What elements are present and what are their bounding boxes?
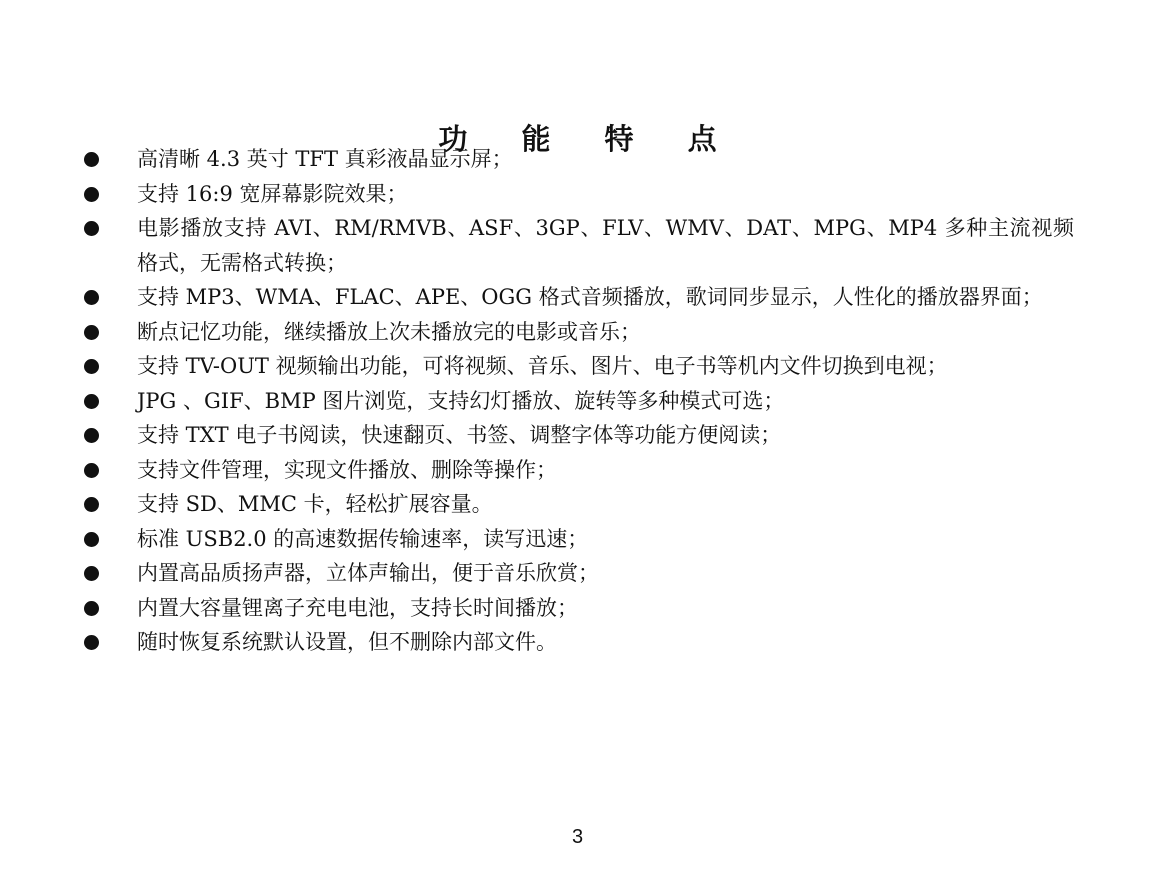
bullet-icon: [84, 428, 99, 443]
list-item: [84, 453, 1074, 488]
feature-text: 支持 MP3、WMA、FLAC、APE、OGG 格式音频播放，歌词同步显示，人性化的播放器界面；: [137, 285, 1043, 309]
bullet-icon: [84, 187, 99, 202]
feature-text: JPG 、GIF、BMP 图片浏览，支持幻灯播放、旋转等多种模式可选；: [137, 388, 785, 413]
feature-text: 支持 16:9 宽屏幕影院效果；: [137, 181, 408, 206]
feature-text: 电影播放支持 AVI、RM/RMVB、ASF、3GP、FLV、WMV、DAT、MPG、MP4 多种主流视频格式，无需格式转换；: [137, 216, 1074, 275]
feature-text: 断点记忆功能，继续播放上次未播放完的电影或音乐；: [137, 319, 641, 344]
bullet-icon: [84, 566, 99, 581]
bullet-icon: [84, 221, 99, 236]
list-item: [84, 211, 1074, 280]
bullet-icon: [84, 601, 99, 616]
list-item: [84, 487, 1074, 522]
bullet-icon: [84, 290, 99, 305]
list-item: [84, 177, 1074, 212]
list-item: [84, 625, 1074, 660]
page-title: 功 能 特 点: [438, 122, 739, 157]
bullet-icon: [84, 532, 99, 547]
list-item: [84, 142, 1074, 177]
list-item: [84, 522, 1074, 557]
bullet-icon: [84, 463, 99, 478]
feature-text: 支持 TXT 电子书阅读，快速翻页、书签、调整字体等功能方便阅读；: [137, 423, 782, 447]
bullet-icon: [84, 394, 99, 409]
feature-text: 支持 TV-OUT 视频输出功能，可将视频、音乐、图片、电子书等机内文件切换到电视；: [137, 354, 948, 378]
feature-text: 随时恢复系统默认设置，但不删除内部文件。: [137, 630, 557, 654]
bullet-icon: [84, 359, 99, 374]
feature-list: [84, 142, 1074, 660]
list-item: [84, 280, 1074, 315]
bullet-icon: [84, 152, 99, 167]
list-item: [84, 384, 1074, 419]
feature-text: 内置大容量锂离子充电电池，支持长时间播放；: [137, 595, 578, 620]
feature-text: 标准 USB2.0 的高速数据传输速率，读写迅速；: [137, 526, 589, 551]
list-item: [84, 556, 1074, 591]
list-item: [84, 591, 1074, 626]
list-item: [84, 349, 1074, 384]
feature-text: 支持 SD、MMC 卡，轻松扩展容量。: [137, 492, 493, 516]
bullet-icon: [84, 635, 99, 650]
bullet-icon: [84, 325, 99, 340]
feature-text: 内置高品质扬声器，立体声输出，便于音乐欣赏；: [137, 561, 599, 585]
list-item: [84, 418, 1074, 453]
feature-text: 高清晰 4.3 英寸 TFT 真彩液晶显示屏；: [137, 147, 513, 171]
list-item: [84, 315, 1074, 350]
feature-text: 支持文件管理，实现文件播放、删除等操作；: [137, 457, 557, 482]
bullet-icon: [84, 497, 99, 512]
page-number: 3: [571, 826, 584, 848]
